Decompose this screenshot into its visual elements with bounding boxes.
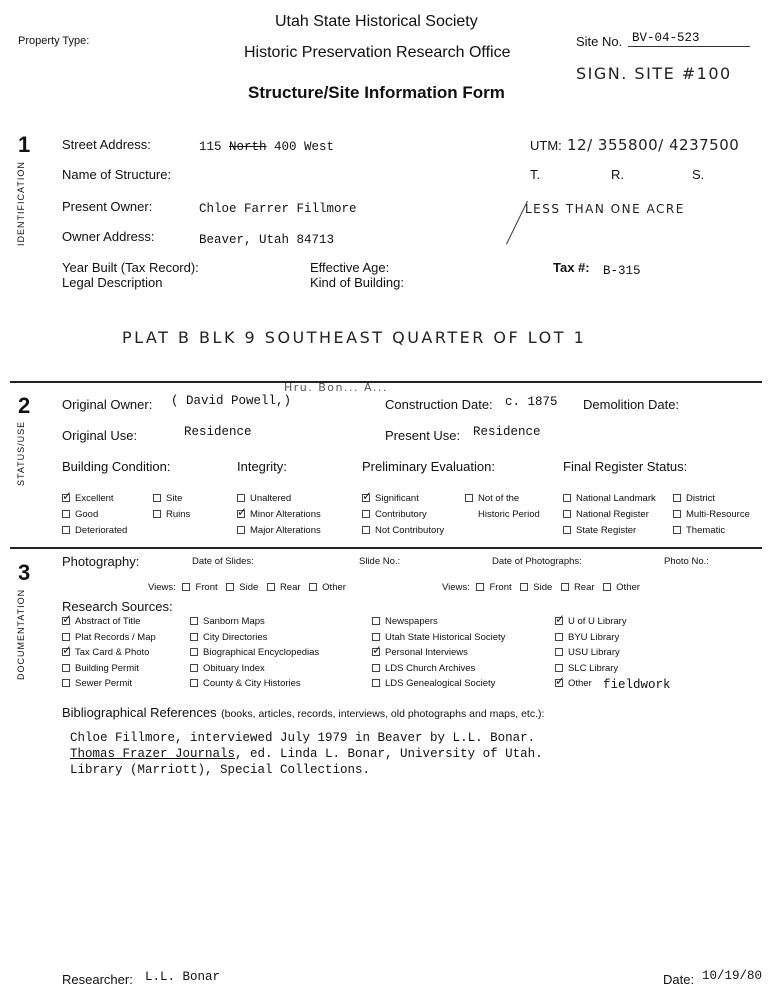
photo-view-rear[interactable]: Rear [561, 582, 595, 593]
photo-no-label: Photo No.: [664, 556, 709, 567]
checkbox-plat-records[interactable]: Plat Records / Map [62, 632, 156, 643]
section-2-side-label: STATUS/USE [16, 420, 26, 486]
original-owner-note: Hru. Bon... A... [284, 381, 388, 394]
checkbox-personal-interviews[interactable]: ✓Personal Interviews [372, 647, 468, 658]
checkbox-city-directories[interactable]: City Directories [190, 632, 267, 643]
building-condition-label: Building Condition: [62, 459, 171, 474]
researcher-label: Researcher: [62, 972, 133, 987]
checkbox-deteriorated[interactable]: Deteriorated [62, 525, 127, 536]
checkbox-unaltered[interactable]: Unaltered [237, 493, 291, 504]
checkbox-contributory[interactable]: Contributory [362, 509, 427, 520]
kind-of-building-label: Kind of Building: [310, 275, 404, 290]
construction-date-value: c. 1875 [505, 395, 558, 409]
final-register-status-label: Final Register Status: [563, 459, 688, 474]
org-name: Utah State Historical Society [275, 13, 478, 30]
biblio-line-1: Chloe Fillmore, interviewed July 1979 in Beaver by L.L. Bonar. [70, 731, 536, 745]
office-name: Historic Preservation Research Office [244, 44, 511, 61]
preliminary-evaluation-label: Preliminary Evaluation: [362, 459, 495, 474]
slide-view-front[interactable]: Front [182, 582, 217, 593]
checkbox-utah-state-historical-society[interactable]: Utah State Historical Society [372, 632, 505, 643]
biblio-line-3: Library (Marriott), Special Collections. [70, 763, 371, 777]
section-3-number: 3 [18, 560, 31, 585]
checkbox-site[interactable]: Site [153, 493, 182, 504]
checkbox-byu-library[interactable]: BYU Library [555, 632, 619, 643]
street-address-value: 115 North 400 West [199, 140, 335, 154]
checkbox-minor-alterations[interactable]: ✓Minor Alterations [237, 509, 321, 520]
present-use-value: Residence [473, 425, 541, 439]
demolition-date-label: Demolition Date: [583, 397, 680, 412]
checkbox-county-city-histories[interactable]: County & City Histories [190, 678, 301, 689]
section-2-number: 2 [18, 393, 31, 418]
tax-value: B-315 [603, 264, 641, 278]
section-1-side-label: IDENTIFICATION [16, 161, 26, 246]
checkbox-major-alterations[interactable]: Major Alterations [237, 525, 321, 536]
original-use-label: Original Use: [62, 428, 138, 443]
date-of-photographs-label: Date of Photographs: [492, 556, 582, 567]
form-title: Structure/Site Information Form [248, 83, 505, 102]
photo-view-other[interactable]: Other [603, 582, 640, 593]
slide-no-label: Slide No.: [359, 556, 401, 567]
t-label: T. [530, 167, 541, 182]
site-no-value: BV-04-523 [632, 31, 700, 45]
photo-view-side[interactable]: Side [520, 582, 552, 593]
date-value: 10/19/80 [702, 969, 763, 983]
researcher-value: L.L. Bonar [145, 970, 221, 984]
owner-address-value: Beaver, Utah 84713 [199, 233, 335, 247]
acreage-note: LESS THAN ONE ACRE [525, 202, 685, 216]
street-address-label: Street Address: [62, 137, 151, 152]
bibliographical-references-hint: (books, articles, records, interviews, old photographs and maps, etc.): [221, 708, 545, 720]
checkbox-biographical-encyclopedias[interactable]: Biographical Encyclopedias [190, 647, 319, 658]
checkbox-district[interactable]: District [673, 493, 715, 504]
legal-description-label: Legal Description [62, 275, 163, 290]
site-no-label: Site No. [576, 34, 623, 49]
checkbox-u-of-u-library[interactable]: ✓U of U Library [555, 616, 627, 627]
photo-view-front[interactable]: Front [476, 582, 511, 593]
checkbox-usu-library[interactable]: USU Library [555, 647, 620, 658]
checkbox-building-permit[interactable]: Building Permit [62, 663, 139, 674]
checkbox-not-contributory[interactable]: Not Contributory [362, 525, 444, 536]
biblio-line-2: Thomas Frazer Journals, ed. Linda L. Bonar, University of Utah. [70, 747, 543, 761]
checkbox-good[interactable]: Good [62, 509, 98, 520]
present-owner-label: Present Owner: [62, 199, 153, 214]
checkbox-other[interactable]: ✓Other [555, 678, 592, 689]
checkbox-national-register[interactable]: National Register [563, 509, 649, 520]
property-type-label: Property Type: [18, 35, 90, 47]
construction-date-label: Construction Date: [385, 397, 493, 412]
checkbox-excellent[interactable]: ✓Excellent [62, 493, 114, 504]
checkbox-obituary-index[interactable]: Obituary Index [190, 663, 265, 674]
not-of-historic-period-label: Historic Period [478, 509, 540, 520]
checkbox-lds-genealogical-society[interactable]: LDS Genealogical Society [372, 678, 495, 689]
photo-views-row: Views: Front Side Rear Other [442, 582, 640, 593]
original-owner-value: ( David Powell,) [171, 394, 292, 408]
checkbox-ruins[interactable]: Ruins [153, 509, 190, 520]
original-use-value: Residence [184, 425, 252, 439]
s-label: S. [692, 167, 705, 182]
bibliographical-references-label: Bibliographical References [62, 705, 217, 720]
checkbox-sewer-permit[interactable]: Sewer Permit [62, 678, 132, 689]
original-owner-label: Original Owner: [62, 397, 153, 412]
slide-view-rear[interactable]: Rear [267, 582, 301, 593]
owner-address-label: Owner Address: [62, 229, 155, 244]
effective-age-label: Effective Age: [310, 260, 390, 275]
utm-value: 12/ 355800/ 4237500 [567, 136, 740, 154]
present-use-label: Present Use: [385, 428, 461, 443]
checkbox-significant[interactable]: ✓Significant [362, 493, 419, 504]
section-1-number: 1 [18, 132, 31, 157]
legal-description-value: PLAT B BLK 9 SOUTHEAST QUARTER OF LOT 1 [122, 328, 587, 347]
date-label: Date: [663, 972, 695, 987]
slide-views-row: Views: Front Side Rear Other [148, 582, 346, 593]
checkbox-newspapers[interactable]: Newspapers [372, 616, 438, 627]
checkbox-abstract-of-title[interactable]: ✓Abstract of Title [62, 616, 140, 627]
other-source-value: fieldwork [603, 678, 671, 692]
tax-label: Tax #: [553, 260, 590, 275]
section-3-side-label: DOCUMENTATION [16, 588, 26, 680]
utm-label: UTM: [530, 138, 562, 153]
present-owner-value: Chloe Farrer Fillmore [199, 202, 357, 216]
checkbox-state-register[interactable]: State Register [563, 525, 636, 536]
checkbox-thematic[interactable]: Thematic [673, 525, 725, 536]
year-built-label: Year Built (Tax Record): [62, 260, 199, 275]
research-sources-label: Research Sources: [62, 599, 173, 614]
r-label: R. [611, 167, 624, 182]
bibliographical-references [62, 704, 544, 722]
checkbox-national-landmark[interactable]: National Landmark [563, 493, 656, 504]
checkbox-lds-church-archives[interactable]: LDS Church Archives [372, 663, 475, 674]
date-of-slides-label: Date of Slides: [192, 556, 254, 567]
photography-label: Photography: [62, 554, 140, 569]
slide-view-other[interactable]: Other [309, 582, 346, 593]
slide-view-side[interactable]: Side [226, 582, 258, 593]
sign-site-note: SIGN. SITE #100 [576, 64, 732, 83]
checkbox-multi-resource[interactable]: Multi-Resource [673, 509, 750, 520]
structure-name-label: Name of Structure: [62, 167, 172, 182]
checkbox-sanborn-maps[interactable]: Sanborn Maps [190, 616, 265, 627]
checkbox-tax-card[interactable]: ✓Tax Card & Photo [62, 647, 149, 658]
checkbox-slc-library[interactable]: SLC Library [555, 663, 618, 674]
checkbox-not-of-historic-period[interactable]: Not of the [465, 493, 519, 504]
integrity-label: Integrity: [237, 459, 287, 474]
